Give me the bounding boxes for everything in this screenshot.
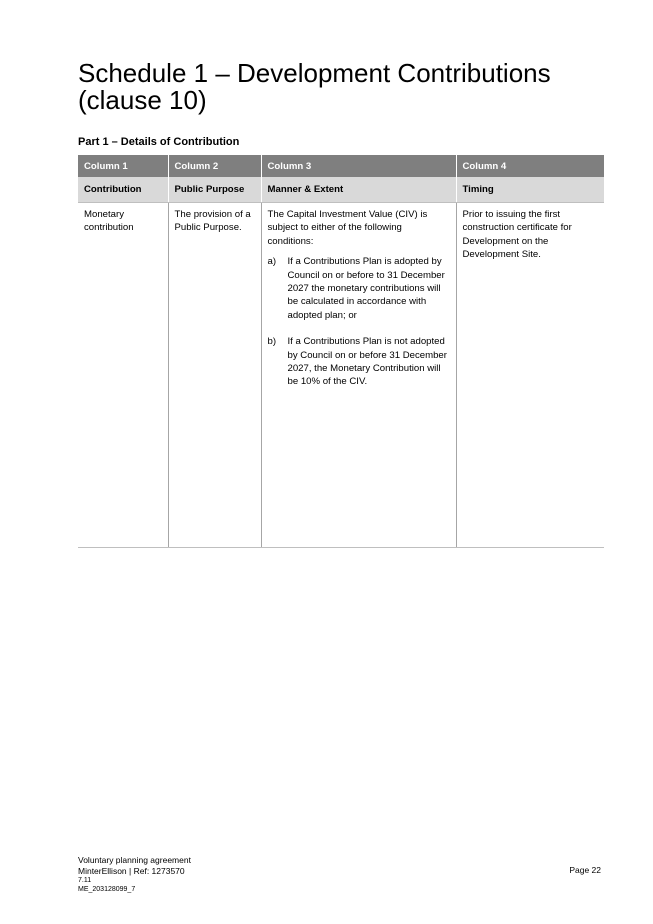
contribution-cell: Monetary contribution	[78, 203, 168, 548]
condition-marker: b)	[267, 336, 277, 348]
conditions-list	[268, 255, 450, 389]
sub-header: Contribution	[78, 177, 168, 203]
part-heading: Part 1 – Details of Contribution	[78, 136, 240, 148]
sub-header: Timing	[456, 177, 604, 203]
footer-ref: MinterEllison | Ref: 1273570	[78, 865, 185, 876]
condition-text: If a Contributions Plan is adopted by Council on or before to 31 December 2027 the monetary contributions will be calculated in accordance with adopted plan; or	[287, 256, 445, 321]
footer	[78, 855, 191, 894]
column-header: Column 2	[168, 155, 261, 177]
condition-item	[268, 335, 450, 389]
sub-header-row	[78, 177, 604, 203]
sub-header: Public Purpose	[168, 177, 261, 203]
timing-cell: Prior to issuing the first construction certificate for Development on the Development Site.	[456, 203, 604, 548]
column-header: Column 4	[456, 155, 604, 177]
page-number: Page 22	[569, 865, 601, 875]
table-row	[78, 203, 604, 548]
contribution-table	[78, 155, 604, 548]
column-header: Column 3	[261, 155, 456, 177]
page-title: Schedule 1 – Development Contributions (clause 10)	[78, 58, 551, 115]
footer-doc-title: Voluntary planning agreement	[78, 855, 191, 865]
condition-item	[268, 255, 450, 322]
sub-header: Manner & Extent	[261, 177, 456, 203]
manner-intro: The Capital Investment Value (CIV) is subject to either of the following conditions:	[267, 209, 428, 247]
footer-doc-id: ME_203128099_7	[78, 886, 136, 893]
column-header: Column 1	[78, 155, 168, 177]
condition-text: If a Contributions Plan is not adopted by Council on or before 31 December 2027, the Monetary Contribution will be 10% of the CIV.	[287, 336, 447, 388]
condition-marker: a)	[267, 256, 277, 268]
manner-extent-cell	[261, 203, 456, 548]
footer-version: 7.11	[78, 877, 92, 884]
column-header-row	[78, 155, 604, 177]
public-purpose-cell: The provision of a Public Purpose.	[168, 203, 261, 548]
